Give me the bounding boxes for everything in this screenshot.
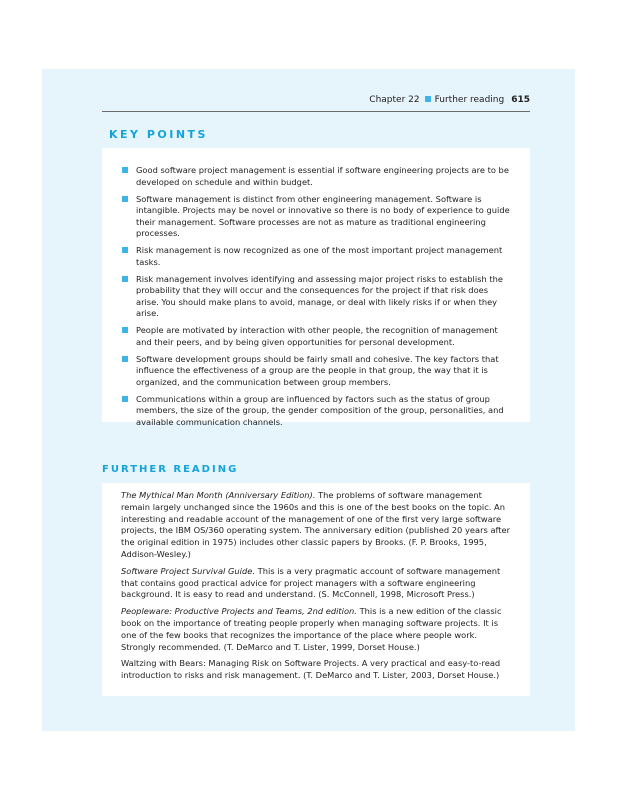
key-point-text: People are motivated by interaction with other people, the recognition of management and their peers, and by being given opportunities for personal development. [136, 325, 498, 347]
further-reading-heading: FURTHER READING [102, 464, 239, 475]
book-title: Software Project Survival Guide. [121, 565, 255, 576]
bullet-square-icon [122, 396, 128, 402]
further-reading-box [102, 483, 530, 696]
section-label: Further reading [434, 95, 505, 105]
running-header [102, 95, 530, 112]
key-points-box [102, 148, 530, 427]
bullet-square-icon [122, 247, 128, 253]
key-point-text: Risk management involves identifying and assessing major project risks to establish the probability that they will occur and the consequences for the project if that risk does arise. You should make plans to avoid, manage, or deal with likely risks if or when they arise. [136, 273, 503, 318]
chapter-label: Chapter 22 [369, 95, 420, 105]
reading-entry [121, 490, 512, 561]
book-title: Peopleware: Productive Projects and Teams, 2nd edition. [121, 606, 357, 617]
book-description: The problems of software management remain largely unchanged since the 1960s and this is one of the best books on the topic. An interesting and readable account of the management of one of the first very large software projects, the IBM OS/360 operating system. The anniversary edition (published 20 years after the original edition in 1975) includes other classic papers by Brooks. (F. P. Brooks, 1995, Addison-Wesley.) [121, 490, 511, 559]
key-point-item [122, 194, 510, 240]
key-point-text: Risk management is now recognized as one of the most important project management tasks. [136, 245, 503, 267]
book-description: Waltzing with Bears: Managing Risk on Software Projects. A very practical and easy-to-read introduction to risks and risk management. (T. DeMarco and T. Lister, 2003, Dorset House.) [121, 658, 501, 681]
book-description: This is a very pragmatic account of software management that contains good practical advice for project managers with a software engineering background. It is easy to read and understand. (S. McConnell, 1998, Microsoft Press.) [121, 565, 501, 600]
bullet-square-icon [122, 276, 128, 282]
key-point-item [122, 245, 510, 268]
book-title: The Mythical Man Month (Anniversary Edition). [121, 490, 316, 500]
key-point-text: Software management is distinct from other engineering management. Software is intangible. Projects may be novel or innovative so there is no body of experience to guide their management. Software processes are not as mature as traditional engineering processes. [136, 193, 510, 238]
page-number: 615 [511, 95, 530, 105]
bullet-square-icon [122, 167, 128, 173]
bullet-square-icon [122, 356, 128, 362]
key-point-item [122, 325, 510, 348]
key-point-text: Software development groups should be fairly small and cohesive. The key factors that influence the effectiveness of a group are the people in that group, the way that it is organized, and the communication between group members. [136, 353, 499, 387]
key-points-list [122, 165, 510, 428]
bullet-square-icon [122, 196, 128, 202]
reading-entry [121, 606, 512, 653]
key-point-item [122, 394, 510, 429]
key-point-text: Communications within a group are influenced by factors such as the status of group members, the size of the group, the gender composition of the group, personalities, and available communication channels. [136, 393, 504, 427]
key-point-item [122, 165, 510, 188]
key-points-heading: KEY POINTS [109, 128, 208, 141]
key-point-item [122, 354, 510, 389]
reading-entry [121, 658, 512, 682]
bullet-square-icon [122, 327, 128, 333]
key-point-item [122, 274, 510, 320]
header-square-icon [425, 96, 431, 102]
book-description: This is a new edition of the classic book on the importance of treating people properly when managing software projects. It is one of the few books that recognizes the importance of the place where people work. Strongly recommended. (T. DeMarco and T. Lister, 1999, Dorset House.) [121, 606, 502, 652]
reading-entry [121, 566, 512, 601]
key-point-text: Good software project management is essential if software engineering projects are to be developed on schedule and within budget. [136, 165, 509, 187]
